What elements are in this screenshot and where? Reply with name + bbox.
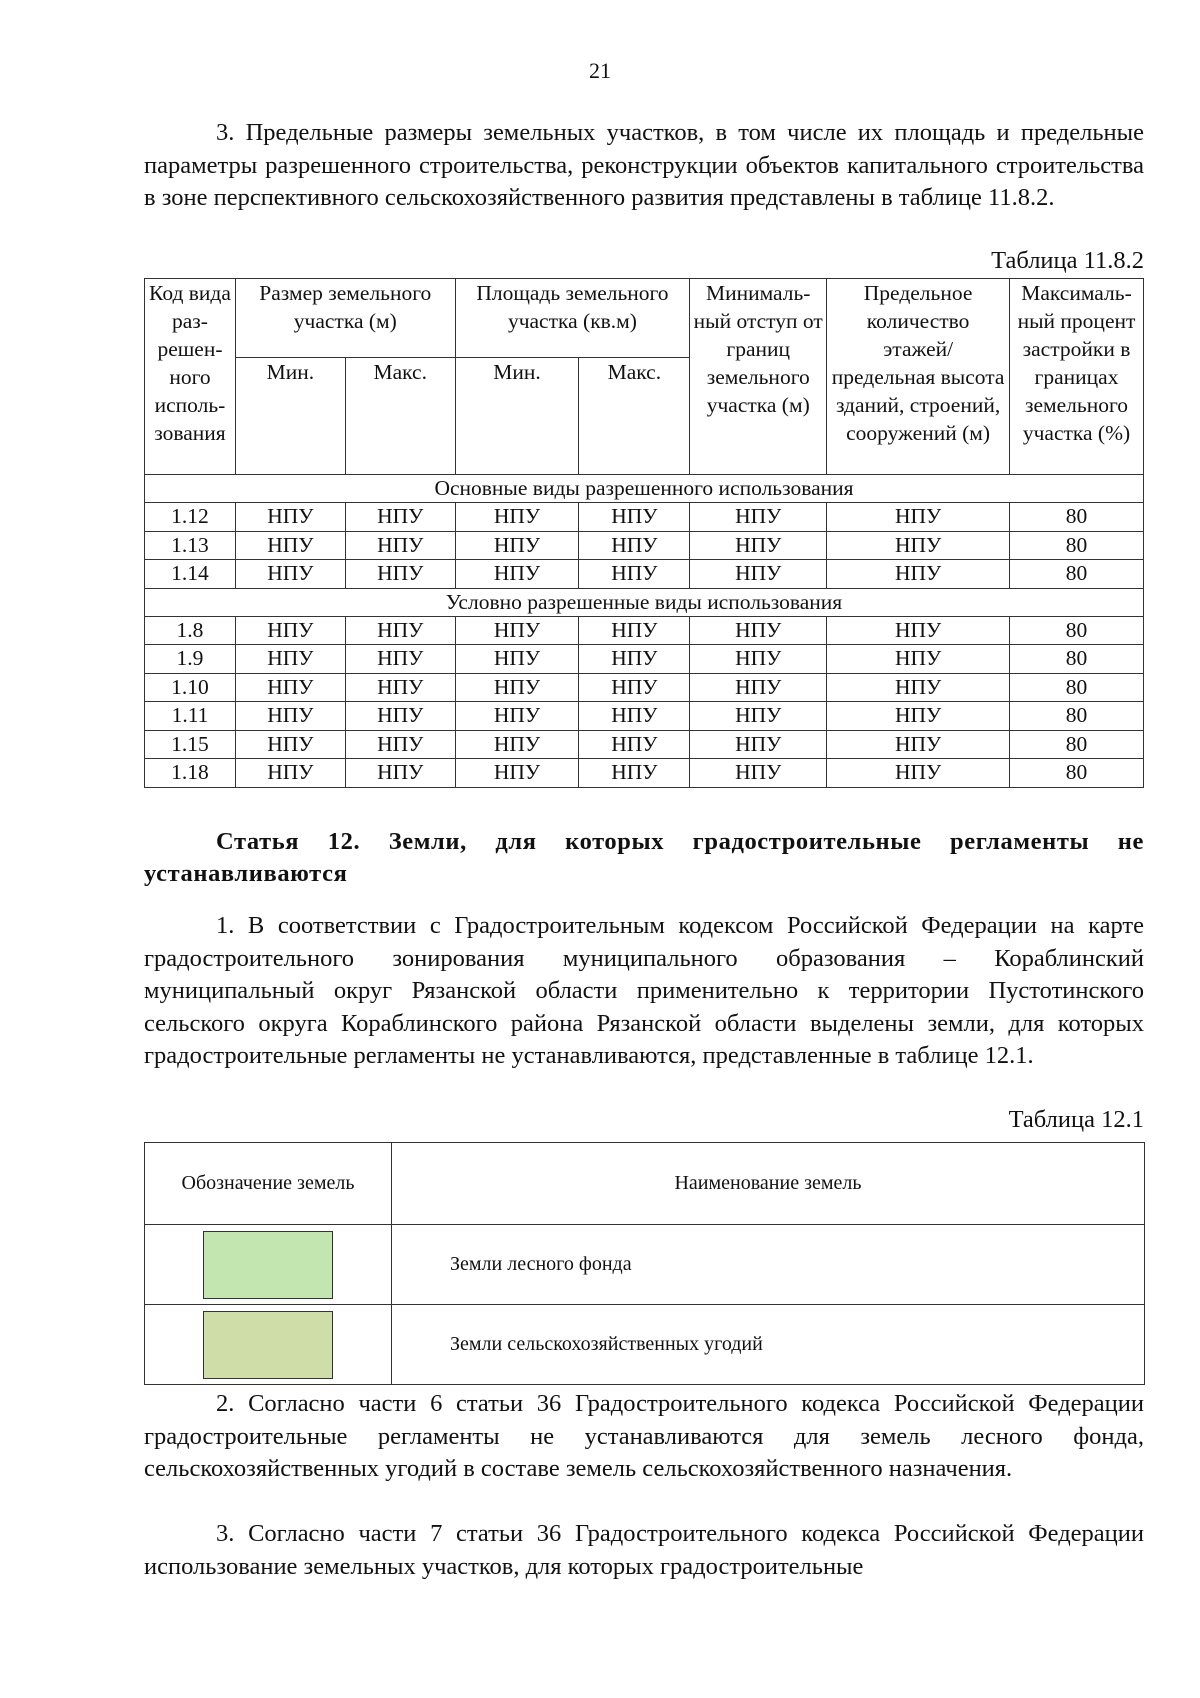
table-cell: 80: [1010, 560, 1144, 589]
table-row: [145, 503, 1144, 532]
paragraph-text: 2. Согласно части 6 статьи 36 Градостроительного кодекса Российской Федерации градостроительные регламенты не устанавливаются для земель лесного фонда, сельскохозяйственных угодий в составе земель сельскохозяйственного назначения.: [144, 1390, 1144, 1482]
table-cell: НПУ: [579, 673, 690, 702]
table-cell: 80: [1010, 702, 1144, 731]
use-code-cell: 1.14: [145, 560, 236, 589]
land-name-forest: Земли лесного фонда: [392, 1225, 1145, 1305]
table-cell: НПУ: [345, 730, 455, 759]
table-cell: 80: [1010, 645, 1144, 674]
table-cell: НПУ: [579, 560, 690, 589]
table-cell: НПУ: [690, 673, 827, 702]
table-cell: НПУ: [235, 503, 345, 532]
header-size-min: Мин.: [235, 358, 345, 475]
header-land-name: Наименование земель: [392, 1143, 1145, 1225]
table-cell: НПУ: [455, 531, 579, 560]
table-cell: НПУ: [455, 730, 579, 759]
table-cell: НПУ: [345, 616, 455, 645]
table-cell: НПУ: [827, 616, 1010, 645]
legend-cell: [145, 1225, 392, 1305]
table-cell: НПУ: [690, 616, 827, 645]
table-cell: НПУ: [455, 616, 579, 645]
paragraph-text: 1. В соответствии с Градостроительным кодексом Российской Федерации на карте градостроительного зонирования муниципального образования – Кораблинский муниципальный округ Рязанской области применительно к территории Пустотинского сельского округа Кораблинского района Рязанской области выделены земли, для которых градостроительные регламенты не устанавливаются, представленные в таблице 12.1.: [144, 912, 1144, 1069]
article-12-heading: [144, 826, 1144, 890]
paragraph-article12-3: [144, 1518, 1144, 1583]
table-cell: НПУ: [827, 673, 1010, 702]
table-cell: НПУ: [579, 531, 690, 560]
table-row: [145, 730, 1144, 759]
paragraph-limit-sizes: [144, 117, 1144, 215]
use-code-cell: 1.8: [145, 616, 236, 645]
header-area-max: Макс.: [579, 358, 690, 475]
table-cell: НПУ: [345, 759, 455, 788]
table-cell: НПУ: [345, 560, 455, 589]
page-number: 21: [589, 58, 611, 83]
agricultural-land-swatch: [203, 1311, 333, 1379]
table-cell: НПУ: [690, 730, 827, 759]
use-code-cell: 1.15: [145, 730, 236, 759]
table-cell: 80: [1010, 616, 1144, 645]
table-cell: НПУ: [345, 673, 455, 702]
table-cell: НПУ: [345, 645, 455, 674]
table-cell: 80: [1010, 730, 1144, 759]
table-cell: НПУ: [827, 503, 1010, 532]
paragraph-article12-2: [144, 1388, 1144, 1486]
use-code-cell: 1.18: [145, 759, 236, 788]
table-cell: НПУ: [235, 673, 345, 702]
paragraph-text: 3. Согласно части 7 статьи 36 Градостроительного кодекса Российской Федерации использование земельных участков, для которых градостроительные: [144, 1520, 1144, 1580]
table-cell: НПУ: [235, 759, 345, 788]
table-cell: НПУ: [235, 730, 345, 759]
table-cell: НПУ: [579, 616, 690, 645]
table-caption-11-8-2: Таблица 11.8.2: [991, 247, 1144, 274]
table-cell: НПУ: [827, 702, 1010, 731]
paragraph-text: 3. Предельные размеры земельных участков, в том числе их площадь и предельные параметры разрешенного строительства, реконструкции объектов капитального строительства в зоне перспективного сельскохозяйственного развития представлены в таблице 11.8.2.: [144, 119, 1144, 211]
header-code: Код вида раз- решен- ного исполь- зования: [145, 279, 236, 475]
header-plot-area: Площадь земельного участка (кв.м): [455, 279, 690, 358]
table-cell: НПУ: [579, 730, 690, 759]
table-row: [145, 702, 1144, 731]
header-size-max: Макс.: [345, 358, 455, 475]
table-cell: НПУ: [455, 560, 579, 589]
table-cell: НПУ: [455, 645, 579, 674]
table-cell: НПУ: [690, 702, 827, 731]
section-conditional-uses: Условно разрешенные виды использования: [145, 588, 1144, 616]
table-cell: НПУ: [690, 759, 827, 788]
table-row: [145, 560, 1144, 589]
table-cell: НПУ: [579, 645, 690, 674]
table-cell: НПУ: [455, 759, 579, 788]
table-cell: НПУ: [455, 702, 579, 731]
land-name-agricultural: Земли сельскохозяйственных угодий: [392, 1305, 1145, 1385]
use-code-cell: 1.12: [145, 503, 236, 532]
paragraph-article12-1: [144, 910, 1144, 1073]
header-land-designation: Обозначение земель: [145, 1143, 392, 1225]
table-cell: НПУ: [827, 759, 1010, 788]
header-plot-size: Размер земельного участка (м): [235, 279, 455, 358]
forest-land-swatch: [203, 1231, 333, 1299]
table-row: [145, 759, 1144, 788]
parameters-table: [144, 278, 1144, 788]
heading-text: Статья 12. Земли, для которых градостроительные регламенты не устанавливаются: [144, 828, 1144, 887]
table-cell: НПУ: [235, 645, 345, 674]
header-min-offset: Минималь- ный отступ от границ земельного участка (м): [690, 279, 827, 475]
table-row: [145, 531, 1144, 560]
table-cell: 80: [1010, 531, 1144, 560]
lands-table: [144, 1142, 1145, 1385]
header-floors: Предельное количество этажей/ предельная высота зданий, строений, сооружений (м): [827, 279, 1010, 475]
table-cell: 80: [1010, 503, 1144, 532]
use-code-cell: 1.10: [145, 673, 236, 702]
table-cell: НПУ: [690, 645, 827, 674]
use-code-cell: 1.11: [145, 702, 236, 731]
table-cell: НПУ: [827, 531, 1010, 560]
table-cell: НПУ: [690, 560, 827, 589]
table-cell: НПУ: [235, 531, 345, 560]
table-cell: НПУ: [827, 560, 1010, 589]
table-cell: НПУ: [827, 730, 1010, 759]
table-cell: НПУ: [455, 673, 579, 702]
table-cell: НПУ: [579, 759, 690, 788]
header-area-min: Мин.: [455, 358, 579, 475]
table-cell: 80: [1010, 759, 1144, 788]
table-cell: НПУ: [579, 702, 690, 731]
table-cell: НПУ: [827, 645, 1010, 674]
table-cell: НПУ: [579, 503, 690, 532]
table-cell: НПУ: [235, 560, 345, 589]
table-cell: НПУ: [690, 531, 827, 560]
table-cell: НПУ: [455, 503, 579, 532]
table-cell: НПУ: [690, 503, 827, 532]
use-code-cell: 1.9: [145, 645, 236, 674]
table-cell: 80: [1010, 673, 1144, 702]
table-cell: НПУ: [345, 531, 455, 560]
table-caption-12-1: Таблица 12.1: [1008, 1106, 1144, 1133]
header-percent: Максималь- ный процент застройки в границах земельного участка (%): [1010, 279, 1144, 475]
use-code-cell: 1.13: [145, 531, 236, 560]
table-row: [145, 673, 1144, 702]
section-main-uses: Основные виды разрешенного использования: [145, 475, 1144, 503]
table-cell: НПУ: [345, 702, 455, 731]
table-row: [145, 616, 1144, 645]
table-cell: НПУ: [345, 503, 455, 532]
table-cell: НПУ: [235, 702, 345, 731]
table-row: [145, 645, 1144, 674]
table-cell: НПУ: [235, 616, 345, 645]
legend-cell: [145, 1305, 392, 1385]
